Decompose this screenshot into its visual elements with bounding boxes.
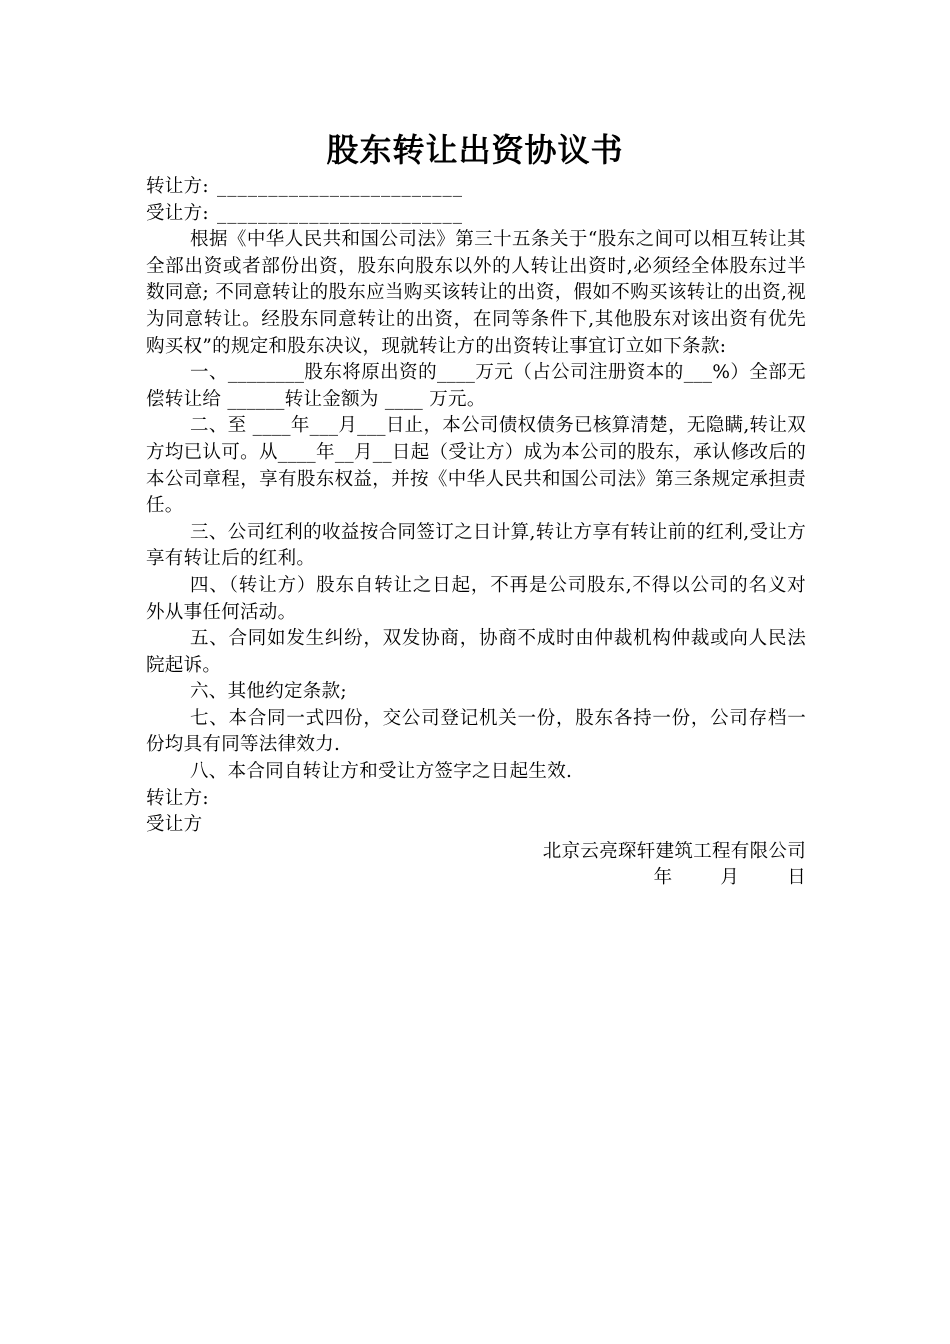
clause-7: 七、本合同一式四份，交公司登记机关一份，股东各持一份，公司存档一份均具有同等法律效力. (146, 707, 806, 756)
document-title: 股东转让出资协议书 (326, 131, 624, 169)
clause-2: 二、至 ____年___月___日止，本公司债权债务已核算清楚，无隐瞒,转让双方均已认可。从____年__月__日起（受让方）成为本公司的股东，承认修改后的本公司章程，享有股东权益，并按《中华人民共和国公司法》第三条规定承担责任。 (146, 415, 806, 517)
transferor-line (146, 174, 806, 201)
clause-3: 三、公司红利的收益按合同签订之日计算,转让方享有转让前的红利,受让方享有转让后的红利。 (146, 521, 806, 570)
transferee-label: 受让方: (146, 202, 209, 224)
transferor-blank: ________________________ (216, 176, 463, 197)
signature-transferor: 转让方: (146, 787, 209, 809)
clause-4: 四、（转让方）股东自转让之日起，不再是公司股东,不得以公司的名义对外从事任何活动。 (146, 574, 806, 623)
date-day-label: 日 (787, 867, 806, 889)
date-year-label: 年 (653, 867, 673, 889)
company-name: 北京云亮琛轩建筑工程有限公司 (542, 840, 806, 862)
transferee-line (146, 201, 806, 228)
clause-1: 一、________股东将原出资的____万元（占公司注册资本的___%）全部无偿转让给 ______转让金额为 ____ 万元。 (146, 362, 806, 410)
preamble-paragraph: 根据《中华人民共和国公司法》第三十五条关于“股东之间可以相互转让其全部出资或者部份出资，股东向股东以外的人转让出资时,必须经全体股东过半数同意; 不同意转让的股东应当购买该转让的出资，假如不购买该转让的出资,视为同意转让。经股东同意转让的出资，在同等条件下,其他股东对该出资有优先购买权”的规定和股东决议，现就转让方的出资转让事宜订立如下条款: (146, 229, 806, 357)
signature-transferee: 受让方 (146, 814, 203, 836)
clause-6: 六、其他约定条款; (190, 681, 347, 703)
date-month-label: 月 (720, 867, 740, 889)
document-body (146, 174, 806, 892)
transferor-label: 转让方: (146, 176, 209, 197)
transferee-blank: ________________________ (216, 202, 463, 224)
clause-8: 八、本合同自转让方和受让方签字之日起生效. (190, 761, 573, 783)
clause-5: 五、合同如发生纠纷，双发协商，协商不成时由仲裁机构仲裁或向人民法院起诉。 (146, 628, 806, 676)
date-line (146, 865, 806, 892)
